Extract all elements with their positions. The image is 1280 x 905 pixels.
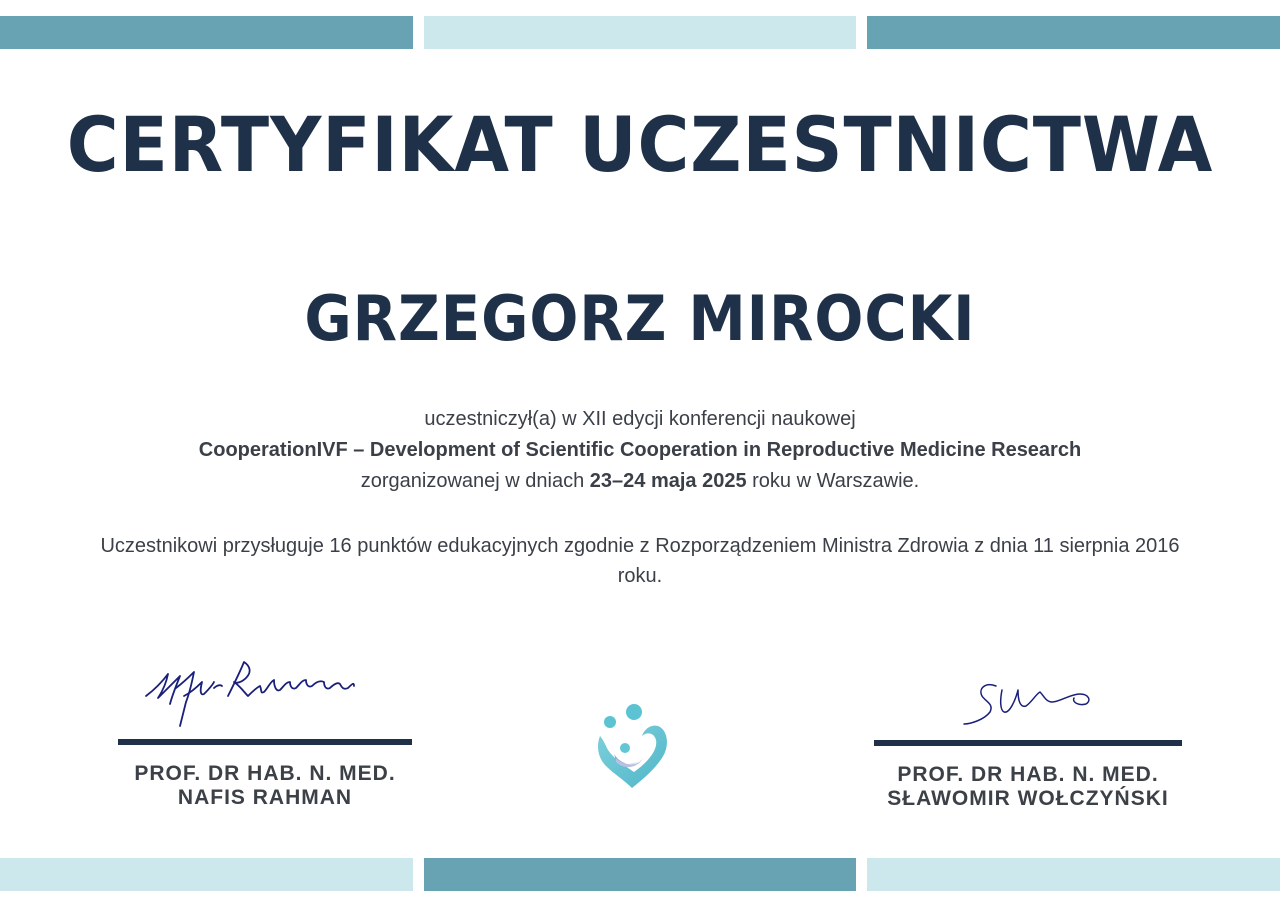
conference-name: CooperationIVF – Development of Scientific Cooperation in Reproductive Medicine Research: [198, 439, 1082, 461]
participant-name: GRZEGORZ MIROCKI: [304, 282, 976, 355]
signature-nafis-rahman: [140, 652, 365, 732]
top-bar-left: [0, 16, 413, 49]
conference-dates: 23–24 maja 2025: [589, 470, 747, 492]
signatory-left-name: NAFIS RAHMAN: [177, 786, 353, 809]
top-bar-right: [867, 16, 1280, 49]
participation-line: uczestniczył(a) w XII edycji konferencji naukowej: [424, 408, 856, 430]
bottom-bar-left: [0, 858, 413, 891]
organized-prefix: zorganizowanej w dniach: [360, 470, 590, 492]
organized-suffix: roku w Warszawie.: [746, 470, 920, 492]
bottom-bar-right: [867, 858, 1280, 891]
family-heart-logo-icon: [592, 702, 674, 792]
signature-line-right: [874, 740, 1182, 746]
signatory-left-title: PROF. DR HAB. N. MED.: [134, 762, 396, 785]
certificate-title: CERTYFIKAT UCZESTNICTWA: [66, 100, 1214, 189]
signatory-right-title: PROF. DR HAB. N. MED.: [897, 763, 1159, 786]
bottom-bar-center: [424, 858, 856, 891]
signature-line-left: [118, 739, 412, 745]
signatory-right: [874, 763, 1182, 811]
signatory-right-name: SŁAWOMIR WOŁCZYŃSKI: [887, 787, 1169, 810]
organization-line: [0, 470, 1280, 493]
signature-slawomir-wolczynski: [960, 676, 1100, 730]
top-bar-center: [424, 16, 856, 49]
signatory-left: [118, 762, 412, 810]
education-points-statement: Uczestnikowi przysługuje 16 punktów edukacyjnych zgodnie z Rozporządzeniem Ministra Zdrowia z dnia 11 sierpnia 2016 roku.: [100, 535, 1180, 587]
